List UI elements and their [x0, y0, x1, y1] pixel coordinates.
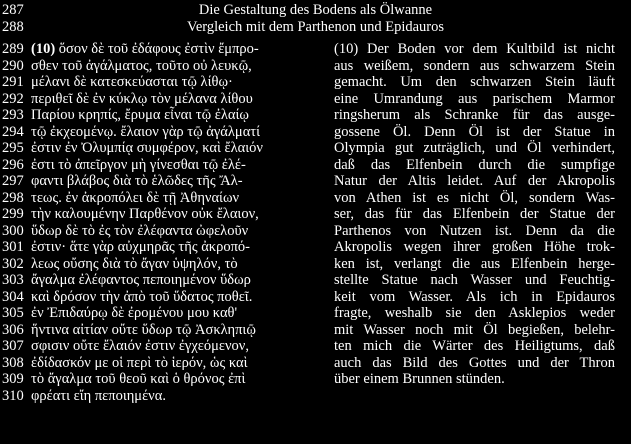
greek-line: [0, 289, 322, 306]
line-number: 287: [2, 2, 24, 18]
greek-line-text: [31, 223, 248, 240]
greek-line-text: [31, 190, 239, 207]
german-line: mit Wasser noch mit Öl begießen, belehr-: [334, 321, 615, 338]
line-number: 304: [2, 288, 24, 305]
greek-text: ὅσον δὲ τοῦ ἐδάφους ἐστὶν ἔμπρο-: [58, 41, 259, 57]
german-line: daß das Elfenbein durch die sumpfige: [334, 156, 615, 173]
line-number: 296: [2, 156, 24, 173]
german-line: ser, das für das Elfenbein der Statue der: [334, 206, 615, 222]
greek-line-text: [31, 206, 259, 223]
german-line: eine Umrandung aus parischem Marmor: [334, 90, 615, 107]
greek-line-text: [31, 124, 260, 141]
greek-line: [0, 256, 322, 273]
german-line: fragte, weshalb sie den Asklepios weder: [334, 305, 615, 321]
greek-text: τὸ ἄγαλμα τοῦ θεοῦ καὶ ὁ θρόνος ἐπὶ: [31, 371, 246, 387]
greek-text: λεως οὔσης διὰ τὸ ἄγαν ὑψηλόν, τὸ: [31, 255, 238, 272]
german-line: Olympia gut zuträglich, und Öl verhindert,: [334, 140, 615, 156]
greek-line: [0, 206, 322, 223]
line-number: 290: [2, 57, 24, 74]
greek-line-text: [31, 305, 237, 322]
line-number: 298: [2, 189, 24, 206]
greek-text: περιθεῖ δὲ ἐν κύκλῳ τὸν μέλανα λίθου: [31, 90, 253, 107]
greek-text: ἥντινα αἰτίαν οὔτε ὕδωρ τῷ Ἀσκληπιῷ: [31, 321, 256, 338]
german-line: ken ist, verlangt die aus Elfenbein herge-: [334, 255, 615, 272]
greek-text: τεως. ἐν ἀκροπόλει δὲ τῇ Ἀθηναίων: [31, 189, 240, 206]
greek-text: μέλανι δὲ κατεσκεύασται τῷ λίθῳ·: [31, 74, 233, 90]
greek-text: φρέατι εἴη πεποιημένα.: [31, 387, 166, 404]
german-line: gemacht. Um den schwarzen Stein läuft: [334, 74, 615, 90]
greek-line: [0, 190, 322, 207]
section-title: Die Gestaltung des Bodens als Ölwanne: [198, 2, 433, 18]
greek-text: καὶ δρόσον τὴν ἀπὸ τοῦ ὕδατος ποθεῖ.: [31, 288, 253, 305]
greek-text: ἐστι τὸ ἀπεῖργον μὴ γίνεσθαι τῷ ἐλέ-: [31, 156, 246, 173]
greek-line-text: [31, 107, 249, 124]
greek-line: [0, 173, 322, 190]
greek-line-text: [31, 173, 243, 190]
line-number: 308: [2, 354, 24, 371]
greek-text: τὴν καλουμένην Παρθένον οὐκ ἔλαιον,: [31, 206, 259, 222]
german-line: aus weißem, sondern aus schwarzem Stein: [334, 57, 615, 74]
greek-line-text: [31, 388, 166, 405]
line-number: 301: [2, 239, 24, 255]
line-number: 299: [2, 206, 24, 222]
german-line: Natur der Altis leidet. Auf der Akropolis: [334, 173, 615, 189]
greek-line: [0, 107, 322, 124]
line-number: 302: [2, 255, 24, 272]
greek-line: [0, 371, 322, 388]
line-number: 289: [2, 41, 24, 57]
paragraph-marker: (10): [31, 41, 56, 57]
line-number: 294: [2, 123, 24, 140]
german-line: ten mich die Wärter des Heiligtums, daß: [334, 338, 615, 354]
german-line: über einem Brunnen stünden.: [334, 371, 505, 387]
greek-text: σθεν τοῦ ἀγάλματος, τοῦτο οὐ λευκῷ,: [31, 57, 252, 74]
greek-line: [0, 305, 322, 322]
greek-line: [0, 140, 322, 157]
german-line: ringsherum als Schranke für das ausge-: [334, 107, 615, 123]
greek-text: ἐστιν ἐν Ὀλυμπίᾳ συμφέρον, καὶ ἔλαιόν: [31, 140, 263, 156]
greek-line: [0, 91, 322, 108]
greek-line-text: [31, 355, 248, 372]
line-number: 288: [2, 18, 24, 35]
greek-line-text: [31, 289, 252, 306]
line-number: 297: [2, 173, 24, 189]
greek-line-text: [31, 256, 238, 273]
line-number: 295: [2, 140, 24, 156]
german-line: stellte Statue nach Wasser und Feuchtig-: [334, 272, 615, 288]
german-translation-column: [334, 41, 615, 388]
greek-text: ἐδίδασκόν με οἱ περὶ τὸ ἱερόν, ὡς καὶ: [31, 354, 248, 371]
greek-line: [0, 41, 322, 58]
greek-text: ὕδωρ δὲ τὸ ἐς τὸν ἐλέφαντα ὠφελοῦν: [31, 222, 249, 239]
german-line: von Athen ist es nicht Öl, sondern Was-: [334, 189, 615, 206]
greek-text: σφισιν οὔτε ἔλαιόν ἐστιν ἐγχεόμενον,: [31, 338, 249, 354]
greek-line-text: [31, 58, 252, 75]
greek-line-text: [31, 140, 263, 157]
german-line: Akropolis wegen ihrer großen Höhe trok-: [334, 239, 615, 255]
greek-line: [0, 58, 322, 75]
greek-line: [0, 338, 322, 355]
line-number: 303: [2, 272, 24, 288]
line-number: 305: [2, 305, 24, 321]
line-number: 307: [2, 338, 24, 354]
greek-line-text: [31, 239, 250, 256]
greek-line: [0, 322, 322, 339]
line-number: 293: [2, 107, 24, 123]
greek-text: ἐστιν· ἅτε γὰρ αὐχμηρᾶς τῆς ἀκροπό-: [31, 239, 250, 255]
greek-line: [0, 223, 322, 240]
greek-line: [0, 272, 322, 289]
line-number: 306: [2, 321, 24, 338]
section-subtitle: Vergleich mit dem Parthenon und Epidauros: [186, 18, 445, 35]
german-line: keit vom Wasser. Als ich in Epidauros: [334, 288, 615, 305]
greek-text: ἐν Ἐπιδαύρῳ δὲ ἐρομένου μου καθ': [31, 305, 238, 321]
greek-line: [0, 239, 322, 256]
greek-line: [0, 157, 322, 174]
greek-line-text: [31, 41, 259, 58]
greek-line-text: [31, 74, 233, 91]
greek-text: φαντι βλάβος διὰ τὸ ἑλῶδες τῆς Ἄλ-: [31, 173, 243, 189]
greek-line: [0, 355, 322, 372]
header-line-2: [0, 19, 631, 36]
greek-line: [0, 74, 322, 91]
line-number: 300: [2, 222, 24, 239]
german-line: auch das Bild des Gottes und der Thron: [334, 354, 615, 371]
line-number: 292: [2, 90, 24, 107]
greek-text-column: [0, 41, 322, 404]
german-line: gossene Öl. Denn Öl ist der Statue in: [334, 123, 615, 140]
greek-line-text: [31, 157, 246, 174]
greek-text: ἄγαλμα ἐλέφαντος πεποιημένον ὕδωρ: [31, 272, 251, 288]
greek-line-text: [31, 371, 245, 388]
greek-line-text: [31, 338, 249, 355]
line-number: 310: [2, 387, 24, 404]
german-line: (10) Der Boden vor dem Kultbild ist nicht: [334, 41, 615, 57]
greek-line-text: [31, 91, 253, 108]
greek-line-text: [31, 322, 256, 339]
line-number: 291: [2, 74, 24, 90]
greek-line: [0, 124, 322, 141]
line-number: 309: [2, 371, 24, 387]
greek-line-text: [31, 272, 251, 289]
greek-text: Παρίου κρηπίς, ἔρυμα εἶναι τῷ ἐλαίῳ: [31, 107, 249, 123]
german-line: Parthenos von Nutzen ist. Denn da die: [334, 222, 615, 239]
header-line-1: [0, 2, 631, 19]
greek-line: [0, 388, 322, 405]
greek-text: τῷ ἐκχεομένῳ. ἔλαιον γὰρ τῷ ἀγάλματί: [31, 123, 261, 140]
